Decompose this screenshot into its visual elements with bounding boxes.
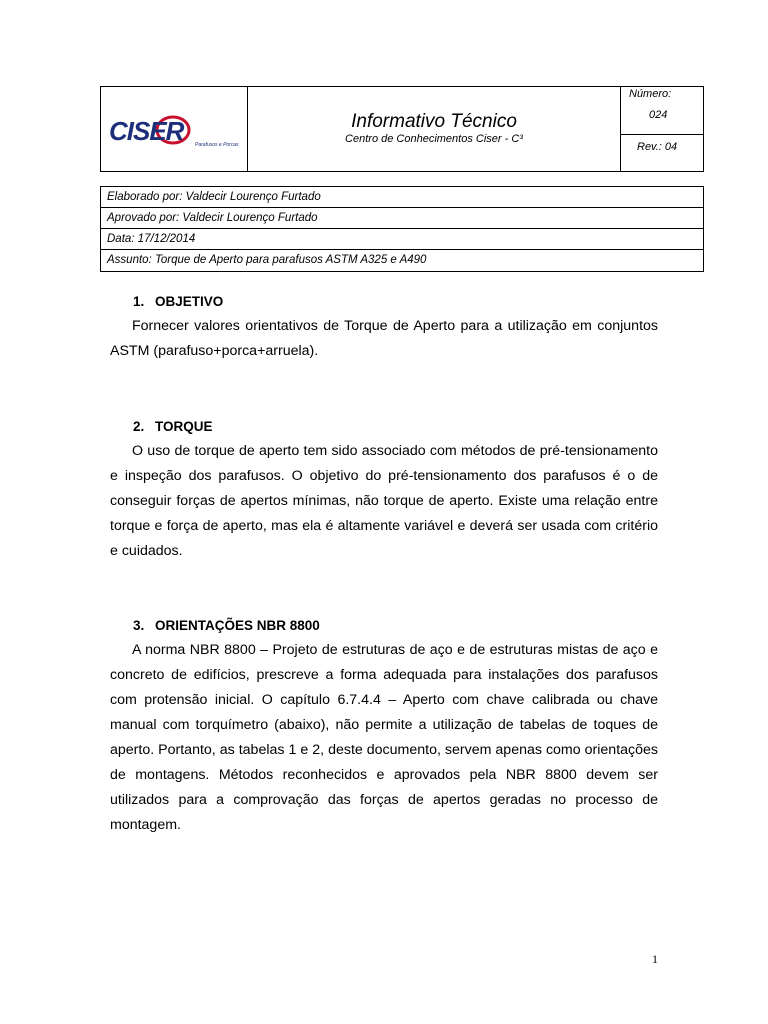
logo-tagline: Parafusos e Porcas	[195, 142, 239, 147]
section-number: 2.	[133, 419, 145, 434]
info-assunto: Assunto: Torque de Aperto para parafusos ASTM A325 e A490	[107, 254, 427, 266]
section-number: 3.	[133, 618, 145, 633]
section-text-nbr8800: A norma NBR 8800 – Projeto de estruturas de aço e de estruturas mistas de aço e concreto de edifícios, prescreve a forma adequada para instalações dos parafusos com protensão inicial. O capítulo 6.7.4.4 – Aperto com chave calibrada ou chave manual com torquímetro (abaixo), não permite a utilização de tabelas de toques de aperto. Portanto, as tabelas 1 e 2, deste documento, servem apenas como orientações de montagens. Métodos reconhecidos e aprovados pela NBR 8800 devem ser utilizados para a comprovação das forças de apertos geradas no processo de montagem.	[110, 642, 658, 833]
number-label: Número:	[629, 88, 672, 100]
logo-cell	[101, 87, 248, 171]
section-title: OBJETIVO	[155, 294, 224, 309]
section-text-torque: O uso de torque de aperto tem sido associado com métodos de pré-tensionamento e inspeção dos parafusos. O objetivo do pré-tensionamento dos parafusos é o de conseguir forças de apertos mínimas, não torque de aperto. Existe uma relação entre torque e força de aperto, mas ela é altamente variável e deverá ser usada com critério e cuidados.	[110, 443, 658, 559]
revision: Rev.: 04	[637, 141, 678, 153]
number-box	[621, 87, 703, 135]
number-value: 024	[649, 109, 668, 121]
section-title: TORQUE	[155, 419, 213, 434]
title-cell	[248, 87, 621, 171]
section-number: 1.	[133, 294, 145, 309]
section-heading-torque	[133, 419, 213, 434]
document-subtitle: Centro de Conhecimentos Ciser - C³	[345, 133, 523, 145]
document-header	[100, 86, 704, 172]
number-cell	[621, 87, 703, 171]
info-elaborado: Elaborado por: Valdecir Lourenço Furtado	[101, 187, 703, 208]
logo-text: CISER	[109, 116, 184, 146]
section-text-objetivo: Fornecer valores orientativos de Torque de Aperto para a utilização em conjuntos ASTM (parafuso+porca+arruela).	[110, 318, 658, 359]
page-number: 1	[652, 952, 658, 966]
document-title: Informativo Técnico	[351, 111, 517, 132]
info-data: Data: 17/12/2014	[101, 229, 703, 250]
section-heading-nbr8800	[133, 618, 320, 633]
section-heading-objetivo	[133, 294, 223, 309]
section-title: ORIENTAÇÕES NBR 8800	[155, 618, 320, 633]
info-aprovado: Aprovado por: Valdecir Lourenço Furtado	[101, 208, 703, 229]
info-table	[100, 186, 704, 272]
ciser-logo	[107, 115, 243, 147]
